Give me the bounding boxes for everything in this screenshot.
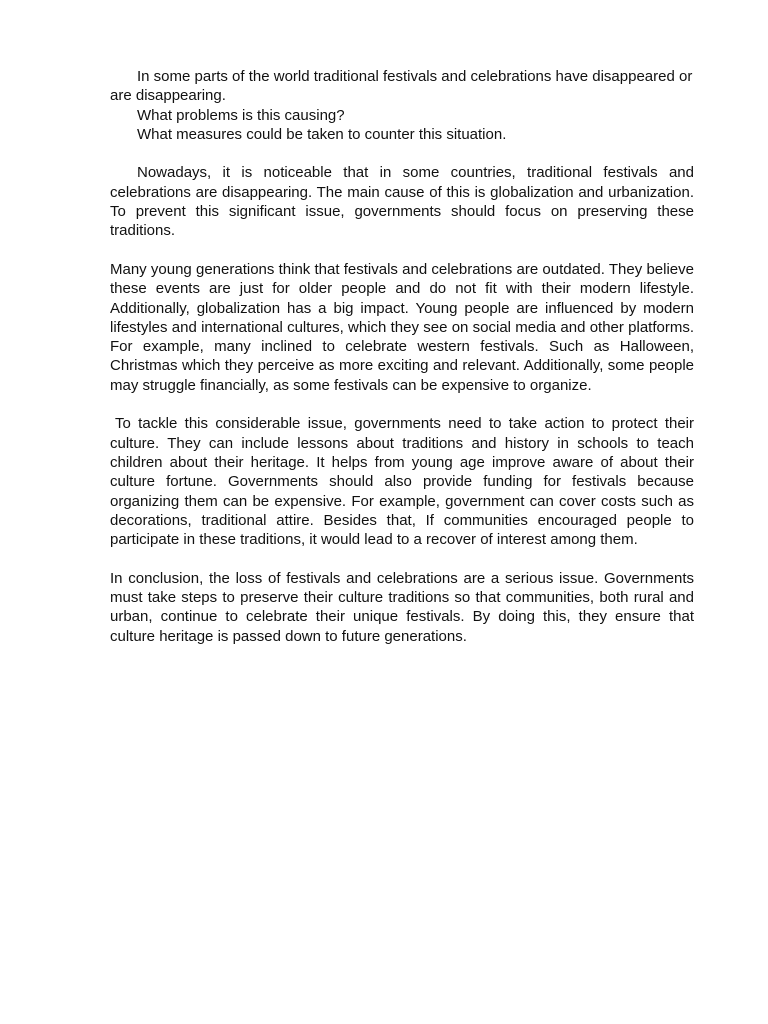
essay-paragraph-problems: Many young generations think that festivals and celebrations are outdated. They believe these events are just for older people and do not fit with their modern lifestyle. Additionally, globalization has a big impact. Young people are influenced by modern lifestyles and international cultures, which they see on social media and other platforms. For example, many inclined to celebrate western festivals. Such as Halloween, Christmas which they perceive as more exciting and relevant. Additionally, some people may struggle financially, as some festivals can be expensive to organize. [110,260,694,394]
essay-paragraph-measures: To tackle this considerable issue, governments need to take action to protect their culture. They can include lessons about traditions and history in schools to teach children about their heritage. It helps from young age improve aware of about their culture fortune. Governments should also provide funding for festivals because organizing them can be expensive. For example, government can cover costs such as decorations, traditional attire. Besides that, If communities encouraged people to participate in these traditions, it would lead to a recover of interest among them. [110,415,694,549]
essay-paragraph-introduction: Nowadays, it is noticeable that in some countries, traditional festivals and celebrations are disappearing. The main cause of this is globalization and urbanization. To prevent this significant issue, governments should focus on preserving these traditions. [110,164,694,240]
document-body [110,67,694,665]
prompt-question-measures: What measures could be taken to counter this situation. [137,125,507,143]
prompt-statement: In some parts of the world traditional festivals and celebrations have disappeared or are disappearing. [110,68,693,105]
essay-prompt [110,67,694,144]
essay-paragraph-conclusion: In conclusion, the loss of festivals and celebrations are a serious issue. Governments must take steps to preserve their culture traditions so that communities, both rural and urban, continue to celebrate their unique festivals. By doing this, they ensure that culture heritage is passed down to future generations. [110,569,694,645]
prompt-question-problems: What problems is this causing? [137,106,345,124]
